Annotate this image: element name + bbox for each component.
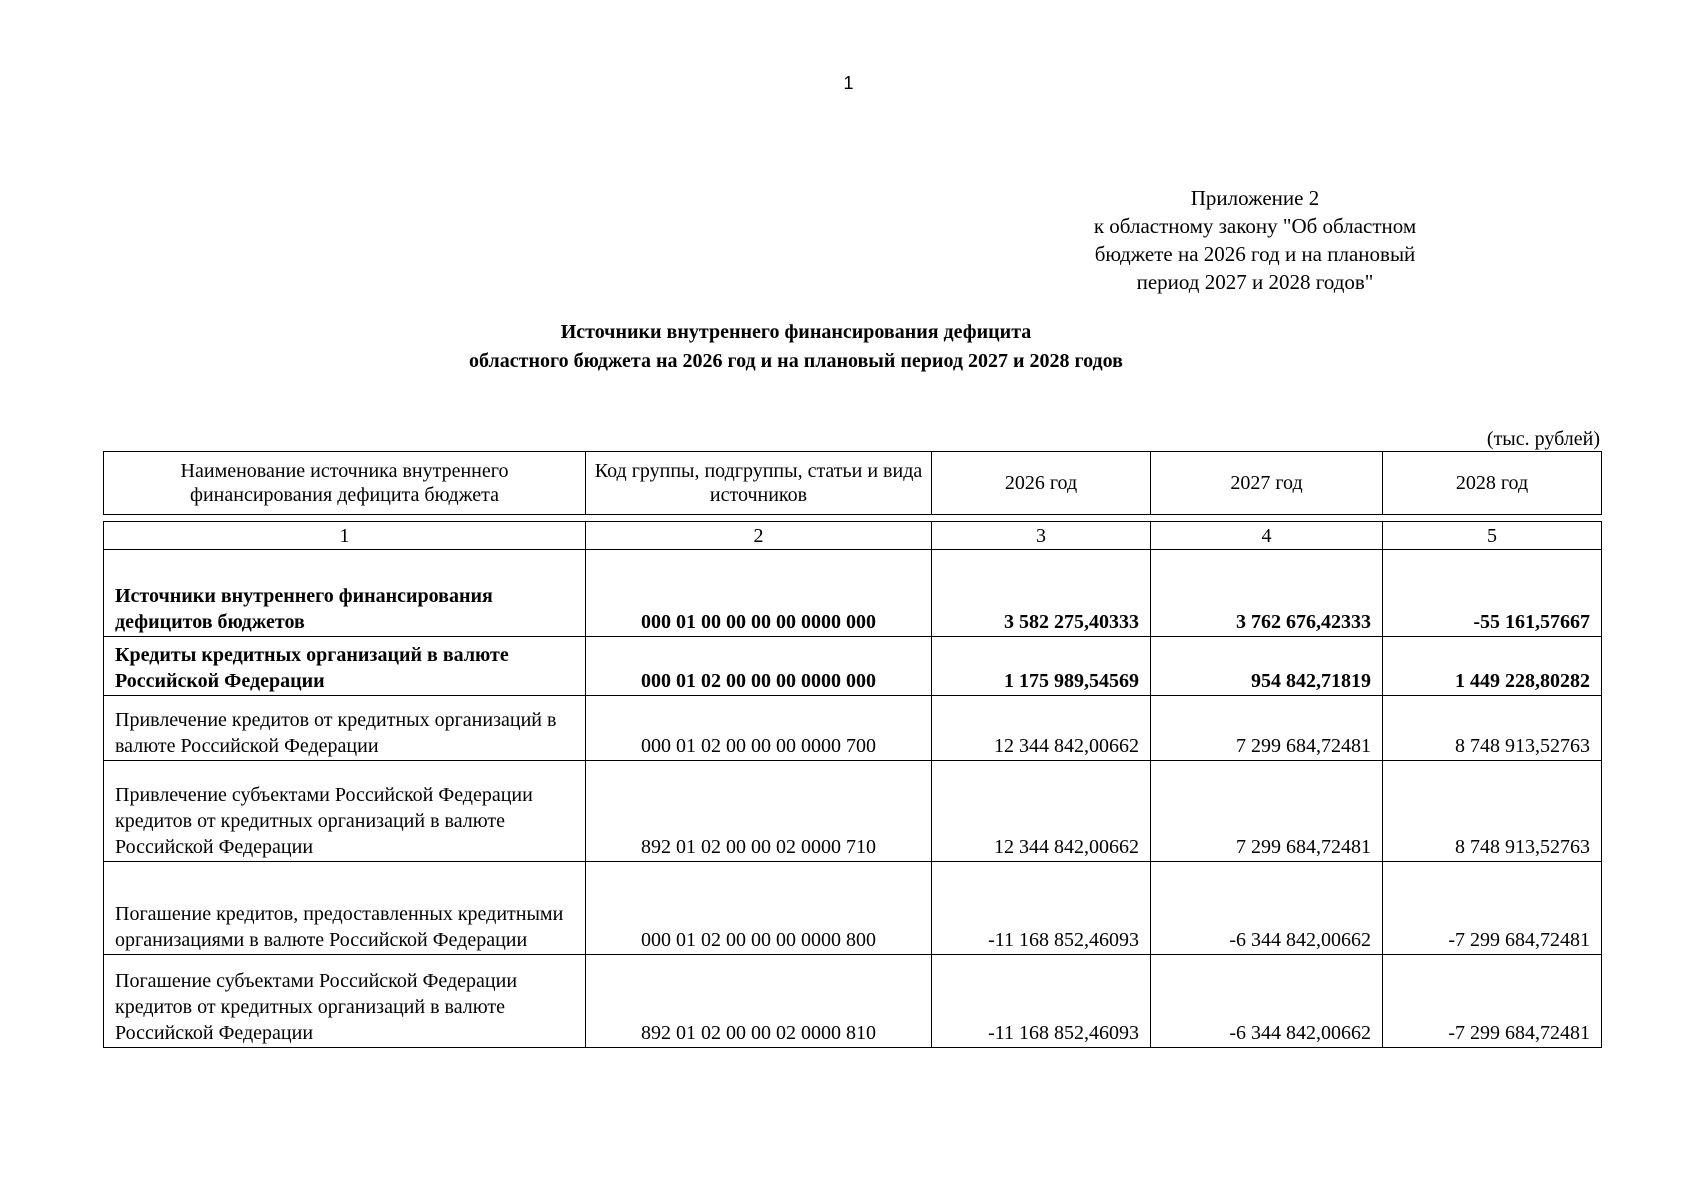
row-value-2027: -6 344 842,00662 [1151, 862, 1383, 955]
column-numbers-row [104, 522, 1602, 550]
document-title [0, 318, 1592, 376]
appendix-line: Приложение 2 [1190, 186, 1320, 210]
row-value-2027: 7 299 684,72481 [1151, 696, 1383, 761]
row-code: 000 01 02 00 00 00 0000 000 [586, 637, 932, 696]
row-value-2026: -11 168 852,46093 [932, 862, 1151, 955]
units-label: (тыс. рублей) [1486, 428, 1600, 450]
column-number: 5 [1383, 522, 1602, 550]
row-code: 892 01 02 00 00 02 0000 710 [586, 761, 932, 862]
table-row [104, 862, 1602, 955]
row-code: 000 01 02 00 00 00 0000 800 [586, 862, 932, 955]
data-table [103, 521, 1602, 1048]
row-name: Кредиты кредитных организаций в валюте Российской Федерации [104, 637, 586, 696]
header-2028: 2028 год [1383, 452, 1602, 515]
row-value-2027: 3 762 676,42333 [1151, 550, 1383, 637]
appendix-line: период 2027 и 2028 годов" [1136, 270, 1374, 294]
row-value-2028: -55 161,57667 [1383, 550, 1602, 637]
header-code: Код группы, подгруппы, статьи и вида источников [586, 452, 932, 515]
table-row [104, 761, 1602, 862]
appendix-line: к областному закону "Об областном [1093, 214, 1417, 238]
table-row [104, 955, 1602, 1048]
table-row [104, 696, 1602, 761]
column-number: 4 [1151, 522, 1383, 550]
row-value-2026: 12 344 842,00662 [932, 696, 1151, 761]
row-value-2027: 954 842,71819 [1151, 637, 1383, 696]
row-value-2028: -7 299 684,72481 [1383, 862, 1602, 955]
column-number: 3 [932, 522, 1151, 550]
row-value-2026: 3 582 275,40333 [932, 550, 1151, 637]
row-value-2028: 1 449 228,80282 [1383, 637, 1602, 696]
title-line-2: областного бюджета на 2026 год и на плановый период 2027 и 2028 годов [469, 350, 1123, 372]
row-name: Погашение кредитов, предоставленных кредитными организациями в валюте Российской Федерации [104, 862, 586, 955]
row-name: Привлечение кредитов от кредитных организаций в валюте Российской Федерации [104, 696, 586, 761]
table-row [104, 637, 1602, 696]
row-name: Погашение субъектами Российской Федерации кредитов от кредитных организаций в валюте Российской Федерации [104, 955, 586, 1048]
row-value-2028: -7 299 684,72481 [1383, 955, 1602, 1048]
row-code: 000 01 00 00 00 00 0000 000 [586, 550, 932, 637]
column-number: 1 [104, 522, 586, 550]
table-header [103, 451, 1602, 515]
table-row [104, 550, 1602, 637]
row-name: Привлечение субъектами Российской Федерации кредитов от кредитных организаций в валюте Российской Федерации [104, 761, 586, 862]
row-value-2027: -6 344 842,00662 [1151, 955, 1383, 1048]
header-name: Наименование источника внутреннего финансирования дефицита бюджета [104, 452, 586, 515]
row-value-2026: 1 175 989,54569 [932, 637, 1151, 696]
row-code: 892 01 02 00 00 02 0000 810 [586, 955, 932, 1048]
page-number: 1 [843, 73, 854, 93]
header-row [104, 452, 1602, 515]
appendix-note [1040, 184, 1470, 296]
header-2027: 2027 год [1151, 452, 1383, 515]
column-number: 2 [586, 522, 932, 550]
row-value-2026: 12 344 842,00662 [932, 761, 1151, 862]
row-code: 000 01 02 00 00 00 0000 700 [586, 696, 932, 761]
row-value-2028: 8 748 913,52763 [1383, 696, 1602, 761]
row-value-2028: 8 748 913,52763 [1383, 761, 1602, 862]
appendix-line: бюджете на 2026 год и на плановый [1094, 242, 1416, 266]
row-value-2026: -11 168 852,46093 [932, 955, 1151, 1048]
row-name: Источники внутреннего финансирования дефицитов бюджетов [104, 550, 586, 637]
title-line-1: Источники внутреннего финансирования дефицита [560, 321, 1032, 343]
header-2026: 2026 год [932, 452, 1151, 515]
row-value-2027: 7 299 684,72481 [1151, 761, 1383, 862]
